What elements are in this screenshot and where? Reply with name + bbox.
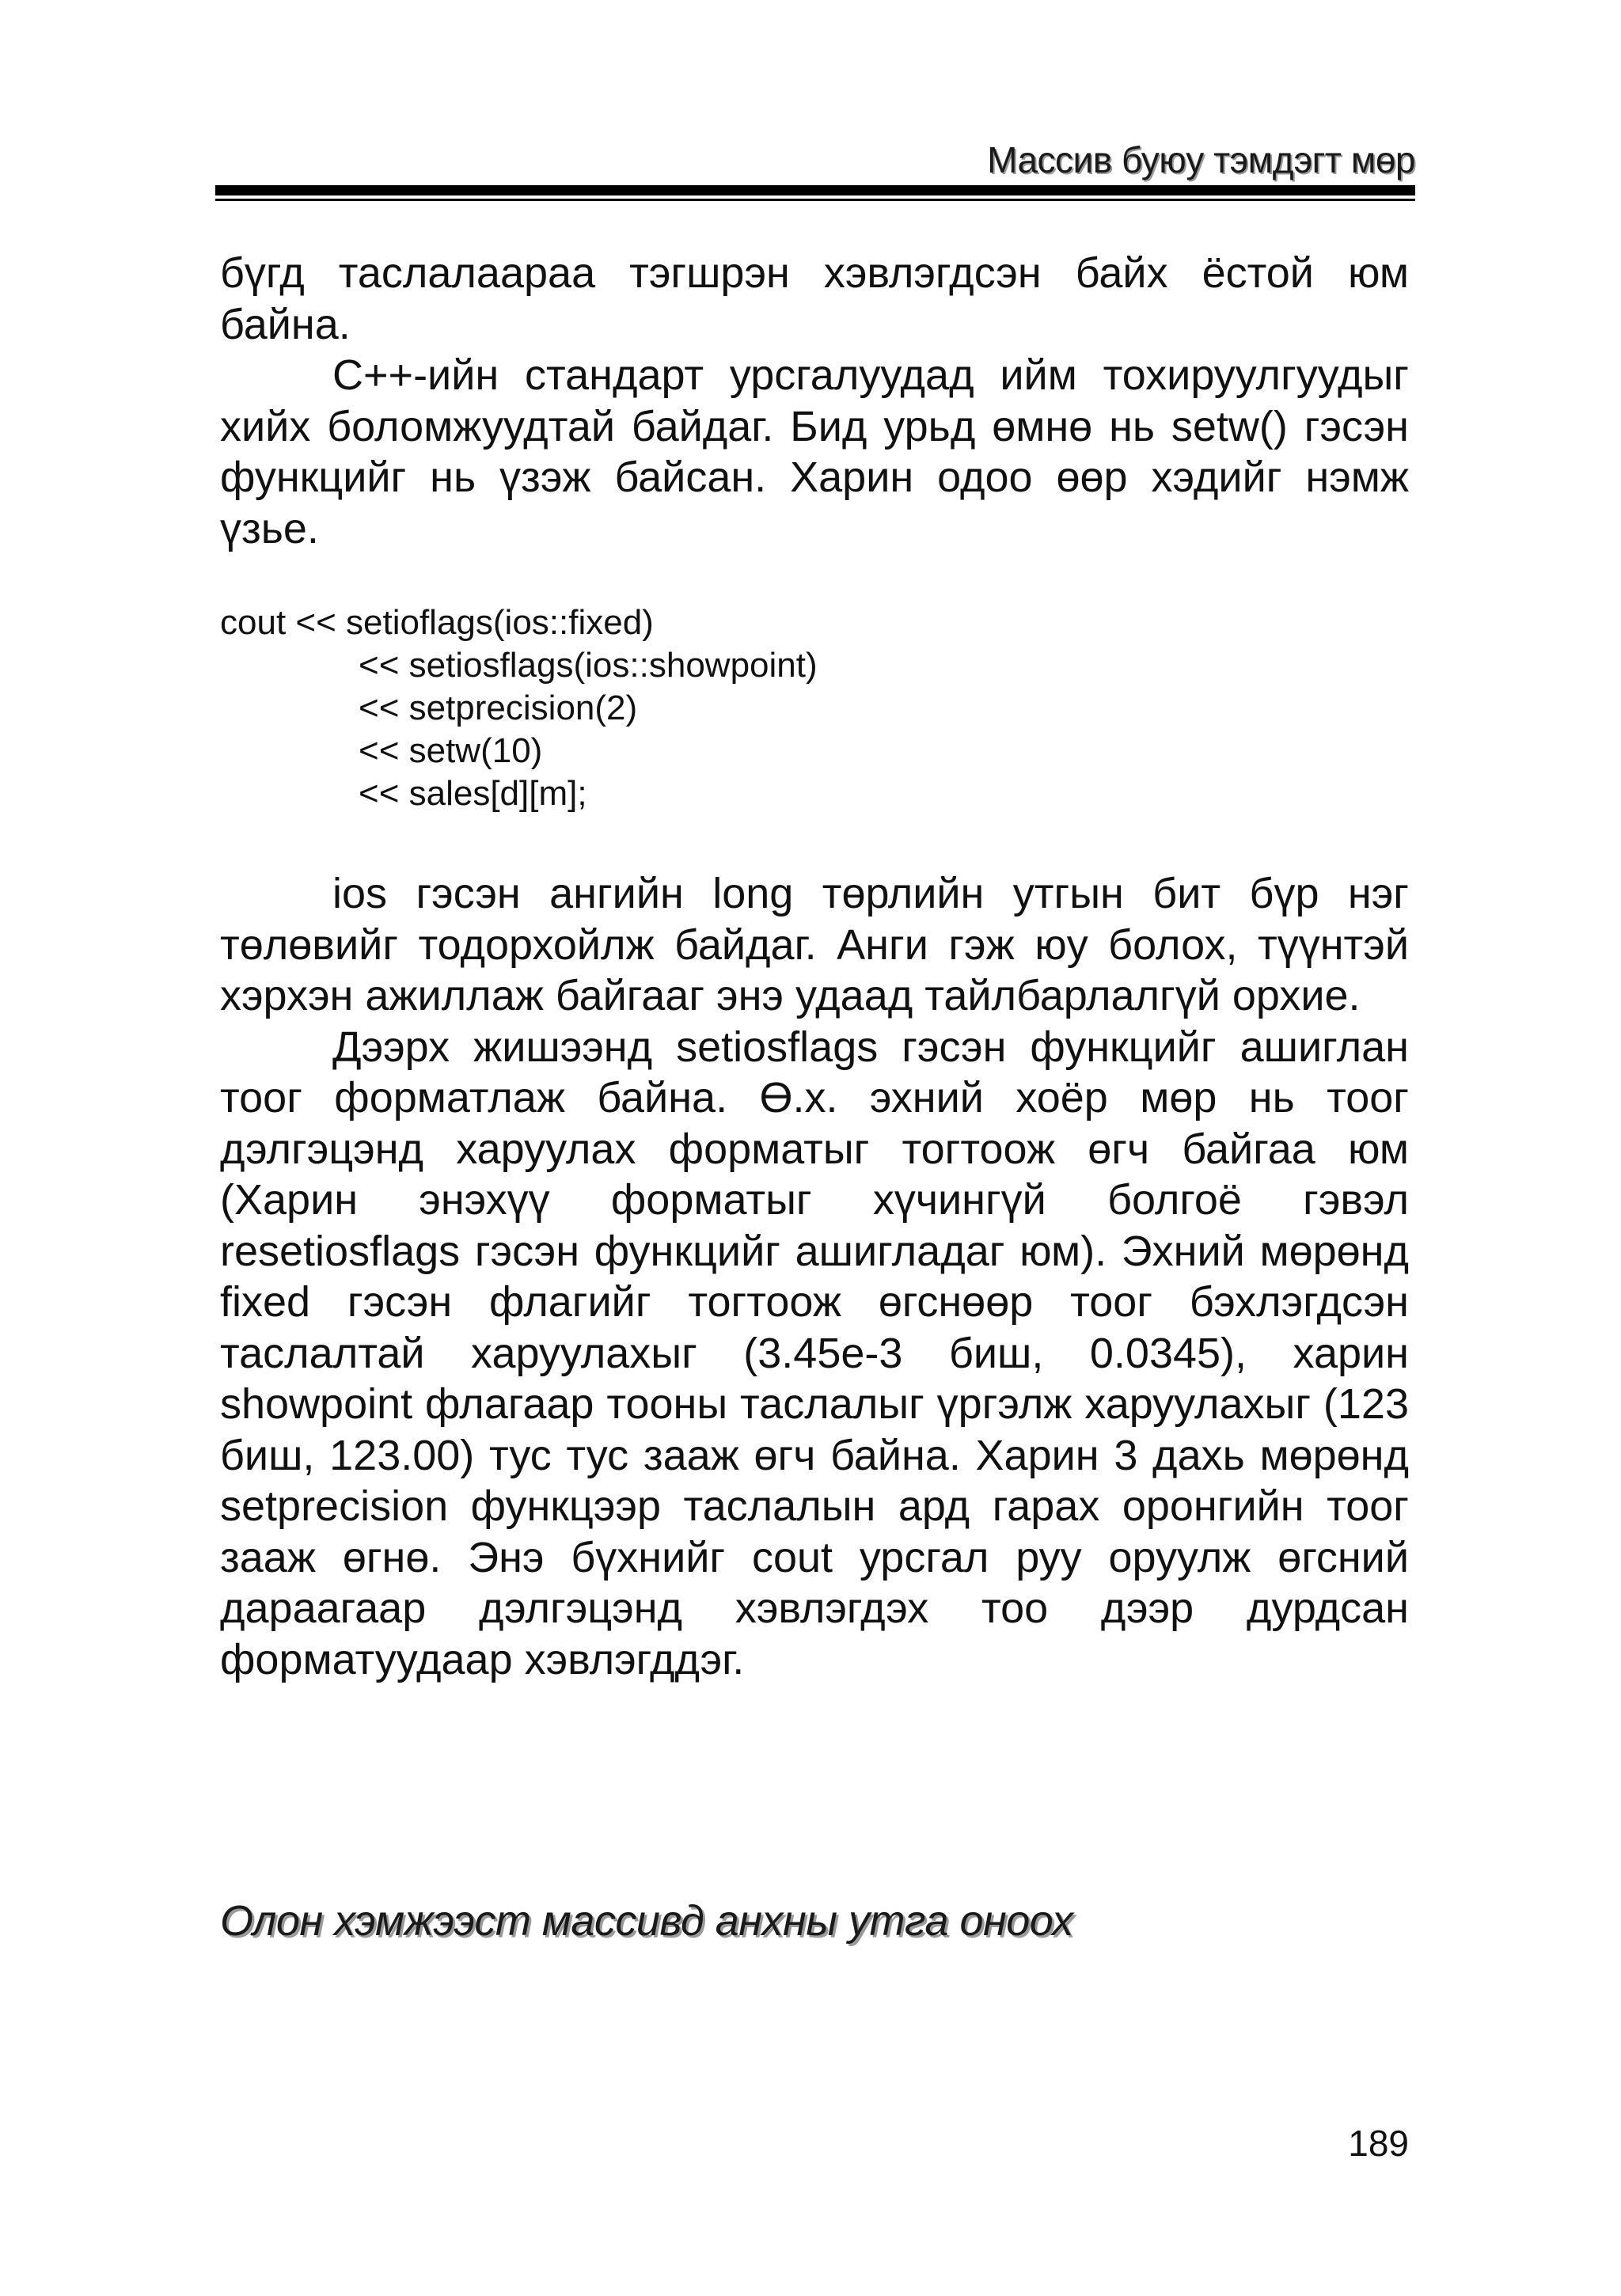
paragraph: C++-ийн стандарт урсгалуудад ийм тохируулгуудыг хийх боломжуудтай байдаг. Бид урьд өмнө нь setw() гэсэн функцийг нь үзэж байсан. Харин одоо өөр хэдийг нэмж үзье. <box>220 351 1409 552</box>
paragraph: Дээрх жишээнд setiosflags гэсэн функцийг ашиглан тоог форматлаж байна. Ө.х. эхний хоёр мөр нь тоог дэлгэцэнд харуулах форматыг тогтоож өгч байгаа юм (Харин энэхүү форматыг хүчингүй болгоё гэвэл resetiosflags гэсэн функцийг ашигладаг юм). Эхний мөрөнд fixed гэсэн флагийг тогтоож өгснөөр тоог бэхлэгдсэн таслалтай харуулахыг (3.45e-3 биш, 0.0345), харин showpoint флагаар тооны таслалыг үргэлж харуулахыг (123 биш, 123.00) тус тус зааж өгч байна. Харин 3 дахь мөрөнд setprecision функцээр таслалын ард гарах оронгийн тоог зааж өгнө. Энэ бүхнийг cout урсгал руу оруулж өгсний дараагаар дэлгэцэнд хэвлэгдэх тоо дээр дурдсан форматуудаар хэвлэгддэг. <box>220 1023 1409 1683</box>
code-block <box>220 602 1407 815</box>
page-number: 189 <box>1348 2123 1409 2164</box>
running-header: Массив буюу тэмдэгт мөр <box>987 139 1415 180</box>
paragraph: ios гэсэн ангийн long төрлийн утгын бит бүр нэг төлөвийг тодорхойлж байдаг. Анги гэж юу болох, түүнтэй хэрхэн ажиллаж байгааг энэ удаад тайлбарлалгүй орхие. <box>220 870 1409 1019</box>
body-text-bottom <box>220 868 1409 1685</box>
code-line: cout << setioflags(ios::fixed) <box>220 603 654 642</box>
code-line: << setw(10) <box>359 731 543 770</box>
section-heading: Олон хэмжээст массивд анхны утга оноох <box>220 1897 1073 1945</box>
header-rule-thin <box>215 199 1415 201</box>
code-line: << sales[d][m]; <box>359 774 587 813</box>
header-rule <box>215 185 1415 195</box>
paragraph: бүгд таслалаараа тэгшрэн хэвлэгдсэн байх ёстой юм байна. <box>220 249 1409 348</box>
code-line: << setprecision(2) <box>359 689 638 727</box>
code-line: << setiosflags(ios::showpoint) <box>359 646 818 685</box>
body-text-top <box>220 248 1409 554</box>
